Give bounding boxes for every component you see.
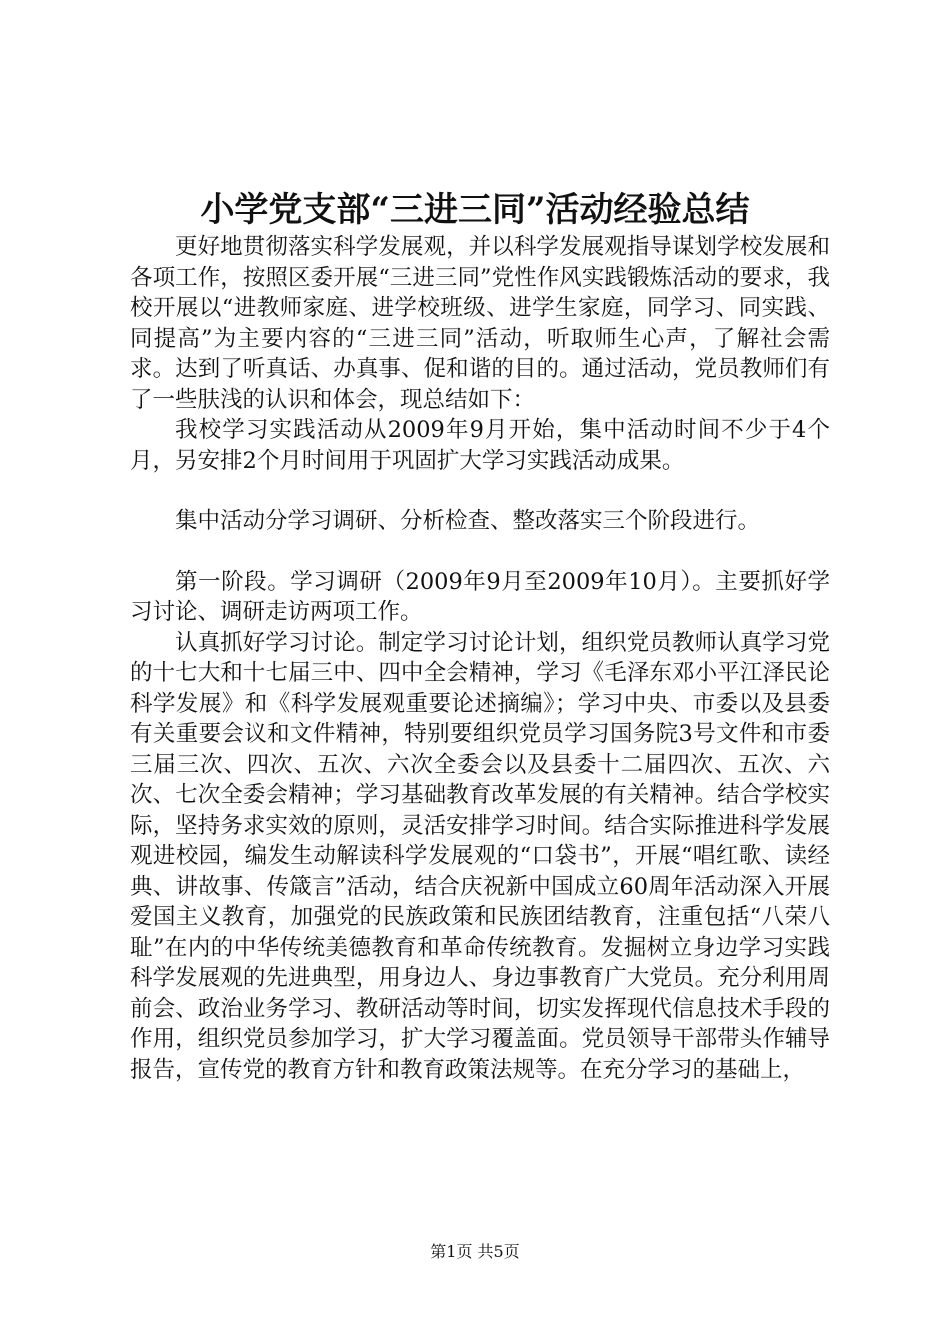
paragraph-stage-one: 第一阶段。学习调研（2009年9月至2009年10月）。主要抓好学习讨论、调研走访两项工作。 (130, 568, 830, 625)
paragraph-study-discussion: 认真抓好学习讨论。制定学习讨论计划，组织党员教师认真学习党的十七大和十七届三中、四中全会精神，学习《毛泽东邓小平江泽民论科学发展》和《科学发展观重要论述摘编》；学习中央、市委以及县委有关重要会议和文件精神，特别要组织党员学习国务院3号文件和市委三届三次、四次、五次、六次全委会以及县委十二届四次、五次、六次、七次全委会精神；学习基础教育改革发展的有关精神。结合学校实际，坚持务求实效的原则，灵活安排学习时间。结合实际推进科学发展观进校园，编发生动解读科学发展观的“口袋书”，开展“唱红歌、读经典、讲故事、传箴言”活动，结合庆祝新中国成立60周年活动深入开展爱国主义教育，加强党的民族政策和民族团结教育，注重包括“八荣八耻”在内的中华传统美德教育和革命传统教育。发掘树立身边学习实践科学发展观的先进典型，用身边人、身边事教育广大党员。充分利用周前会、政治业务学习、教研活动等时间，切实发挥现代信息技术手段的作用，组织党员参加学习，扩大学习覆盖面。党员领导干部带头作辅导报告，宣传党的教育方针和教育政策法规等。在充分学习的基础上， (130, 629, 830, 1083)
document-title: 小学党支部“三进三同”活动经验总结 (200, 190, 750, 230)
paragraph-stages: 集中活动分学习调研、分析检查、整改落实三个阶段进行。 (175, 508, 761, 534)
paragraph-schedule: 我校学习实践活动从2009年9月开始，集中活动时间不少于4个月，另安排2个月时间用于巩固扩大学习实践活动成果。 (130, 417, 830, 474)
paragraph-intro: 更好地贯彻落实科学发展观，并以科学发展观指导谋划学校发展和各项工作，按照区委开展“三进三同”党性作风实践锻炼活动的要求，我校开展以“进教师家庭、进学校班级、进学生家庭，同学习、同实践、同提高”为主要内容的“三进三同”活动，听取师生心声，了解社会需求。达到了听真话、办真事、促和谐的目的。通过活动，党员教师们有了一些肤浅的认识和体会，现总结如下： (130, 234, 830, 413)
page-number: 第1页 共5页 (430, 1242, 520, 1261)
document-body (130, 232, 830, 1085)
